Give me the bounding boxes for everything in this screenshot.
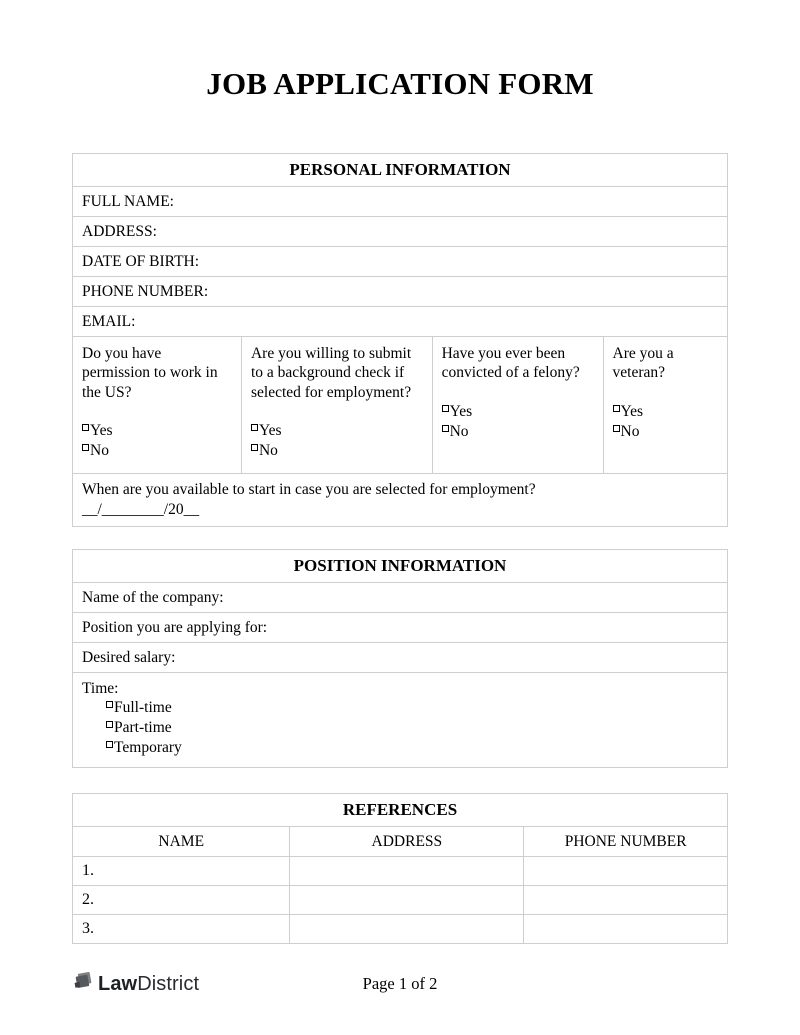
- question-felony: [432, 336, 603, 473]
- felony-yes-option[interactable]: [442, 402, 594, 422]
- checkbox-icon[interactable]: [251, 424, 258, 431]
- full-time-option[interactable]: [106, 698, 718, 718]
- full-name-field[interactable]: [73, 186, 728, 216]
- reference-2-number: 2.: [82, 891, 94, 909]
- checkbox-icon[interactable]: [442, 425, 449, 432]
- position-applying-field[interactable]: [73, 612, 728, 642]
- option-label: No: [90, 442, 109, 460]
- company-name-label: Name of the company:: [82, 588, 224, 606]
- logo-text-district: District: [137, 972, 200, 995]
- part-time-option[interactable]: [106, 718, 718, 738]
- reference-1-phone-cell[interactable]: [524, 857, 728, 886]
- personal-information-table: [72, 153, 728, 527]
- references-column-phone: PHONE NUMBER: [524, 827, 728, 857]
- reference-1-name-cell[interactable]: [73, 857, 290, 886]
- question-text: Have you ever been convicted of a felony?: [441, 344, 580, 382]
- question-work-permission: [73, 336, 242, 473]
- position-information-header: POSITION INFORMATION: [73, 549, 728, 582]
- reference-3-name-cell[interactable]: [73, 915, 290, 944]
- work-permission-yes-option[interactable]: [82, 421, 232, 441]
- checkbox-icon[interactable]: [106, 741, 113, 748]
- company-name-field[interactable]: [73, 582, 728, 612]
- option-label: Full-time: [114, 699, 172, 717]
- reference-2-phone-cell[interactable]: [524, 886, 728, 915]
- reference-row-2: [73, 886, 728, 915]
- time-section: [73, 672, 728, 768]
- option-label: No: [258, 442, 278, 460]
- temporary-option[interactable]: [106, 738, 718, 758]
- desired-salary-field[interactable]: [73, 642, 728, 672]
- checkbox-icon[interactable]: [82, 424, 89, 431]
- checkbox-icon[interactable]: [106, 701, 113, 708]
- background-check-yes-option[interactable]: [251, 421, 423, 441]
- lawdistrict-stack-icon: [72, 970, 94, 998]
- reference-row-1: [73, 857, 728, 886]
- option-label: No: [449, 422, 469, 440]
- availability-date-blank[interactable]: __/________/20__: [82, 500, 200, 518]
- option-label: Yes: [90, 422, 113, 440]
- email-label: EMAIL:: [82, 312, 136, 330]
- question-text: Do you have permission to work in the US?: [82, 344, 218, 401]
- checkbox-icon[interactable]: [613, 425, 620, 432]
- availability-question: When are you available to start in case you are selected for employment?: [82, 480, 536, 498]
- desired-salary-label: Desired salary:: [82, 648, 176, 666]
- references-column-name: NAME: [73, 827, 290, 857]
- reference-3-number: 3.: [82, 920, 94, 938]
- references-header: REFERENCES: [73, 794, 728, 827]
- option-label: Yes: [449, 402, 473, 420]
- reference-row-3: [73, 915, 728, 944]
- veteran-yes-option[interactable]: [613, 402, 718, 422]
- address-label: ADDRESS:: [82, 222, 157, 240]
- logo-text-law: Law: [98, 972, 138, 995]
- checkbox-icon[interactable]: [82, 444, 89, 451]
- references-table: [72, 793, 728, 944]
- reference-3-phone-cell[interactable]: [524, 915, 728, 944]
- date-of-birth-label: DATE OF BIRTH:: [82, 252, 200, 270]
- personal-information-header: PERSONAL INFORMATION: [73, 153, 728, 186]
- full-name-label: FULL NAME:: [82, 192, 174, 210]
- felony-no-option[interactable]: [442, 422, 594, 442]
- phone-number-label: PHONE NUMBER:: [82, 282, 209, 300]
- question-text: Are you willing to submit to a background check if selected for employment?: [250, 344, 412, 401]
- question-veteran: [603, 336, 727, 473]
- position-information-table: [72, 549, 728, 769]
- availability-field[interactable]: [73, 473, 728, 526]
- reference-3-address-cell[interactable]: [290, 915, 524, 944]
- checkbox-icon[interactable]: [613, 405, 620, 412]
- option-label: Temporary: [114, 739, 182, 757]
- background-check-no-option[interactable]: [251, 441, 423, 461]
- position-applying-label: Position you are applying for:: [82, 618, 268, 636]
- checkbox-icon[interactable]: [106, 721, 113, 728]
- checkbox-icon[interactable]: [442, 405, 449, 412]
- lawdistrict-logo: [72, 970, 199, 998]
- time-label: Time:: [82, 679, 119, 697]
- reference-2-address-cell[interactable]: [290, 886, 524, 915]
- option-label: Yes: [258, 422, 282, 440]
- option-label: Yes: [620, 402, 644, 420]
- page-footer: [72, 968, 728, 1002]
- references-column-address: ADDRESS: [290, 827, 524, 857]
- question-text: Are you a veteran?: [612, 344, 674, 382]
- option-label: No: [620, 422, 640, 440]
- address-field[interactable]: [73, 216, 728, 246]
- page-title: JOB APPLICATION FORM: [206, 66, 594, 101]
- reference-2-name-cell[interactable]: [73, 886, 290, 915]
- phone-number-field[interactable]: [73, 276, 728, 306]
- option-label: Part-time: [114, 719, 172, 737]
- reference-1-number: 1.: [82, 862, 94, 880]
- reference-1-address-cell[interactable]: [290, 857, 524, 886]
- date-of-birth-field[interactable]: [73, 246, 728, 276]
- work-permission-no-option[interactable]: [82, 441, 232, 461]
- email-field[interactable]: [73, 306, 728, 336]
- checkbox-icon[interactable]: [251, 444, 258, 451]
- question-background-check: [241, 336, 432, 473]
- veteran-no-option[interactable]: [613, 422, 718, 442]
- page-number: Page 1 of 2: [362, 974, 438, 994]
